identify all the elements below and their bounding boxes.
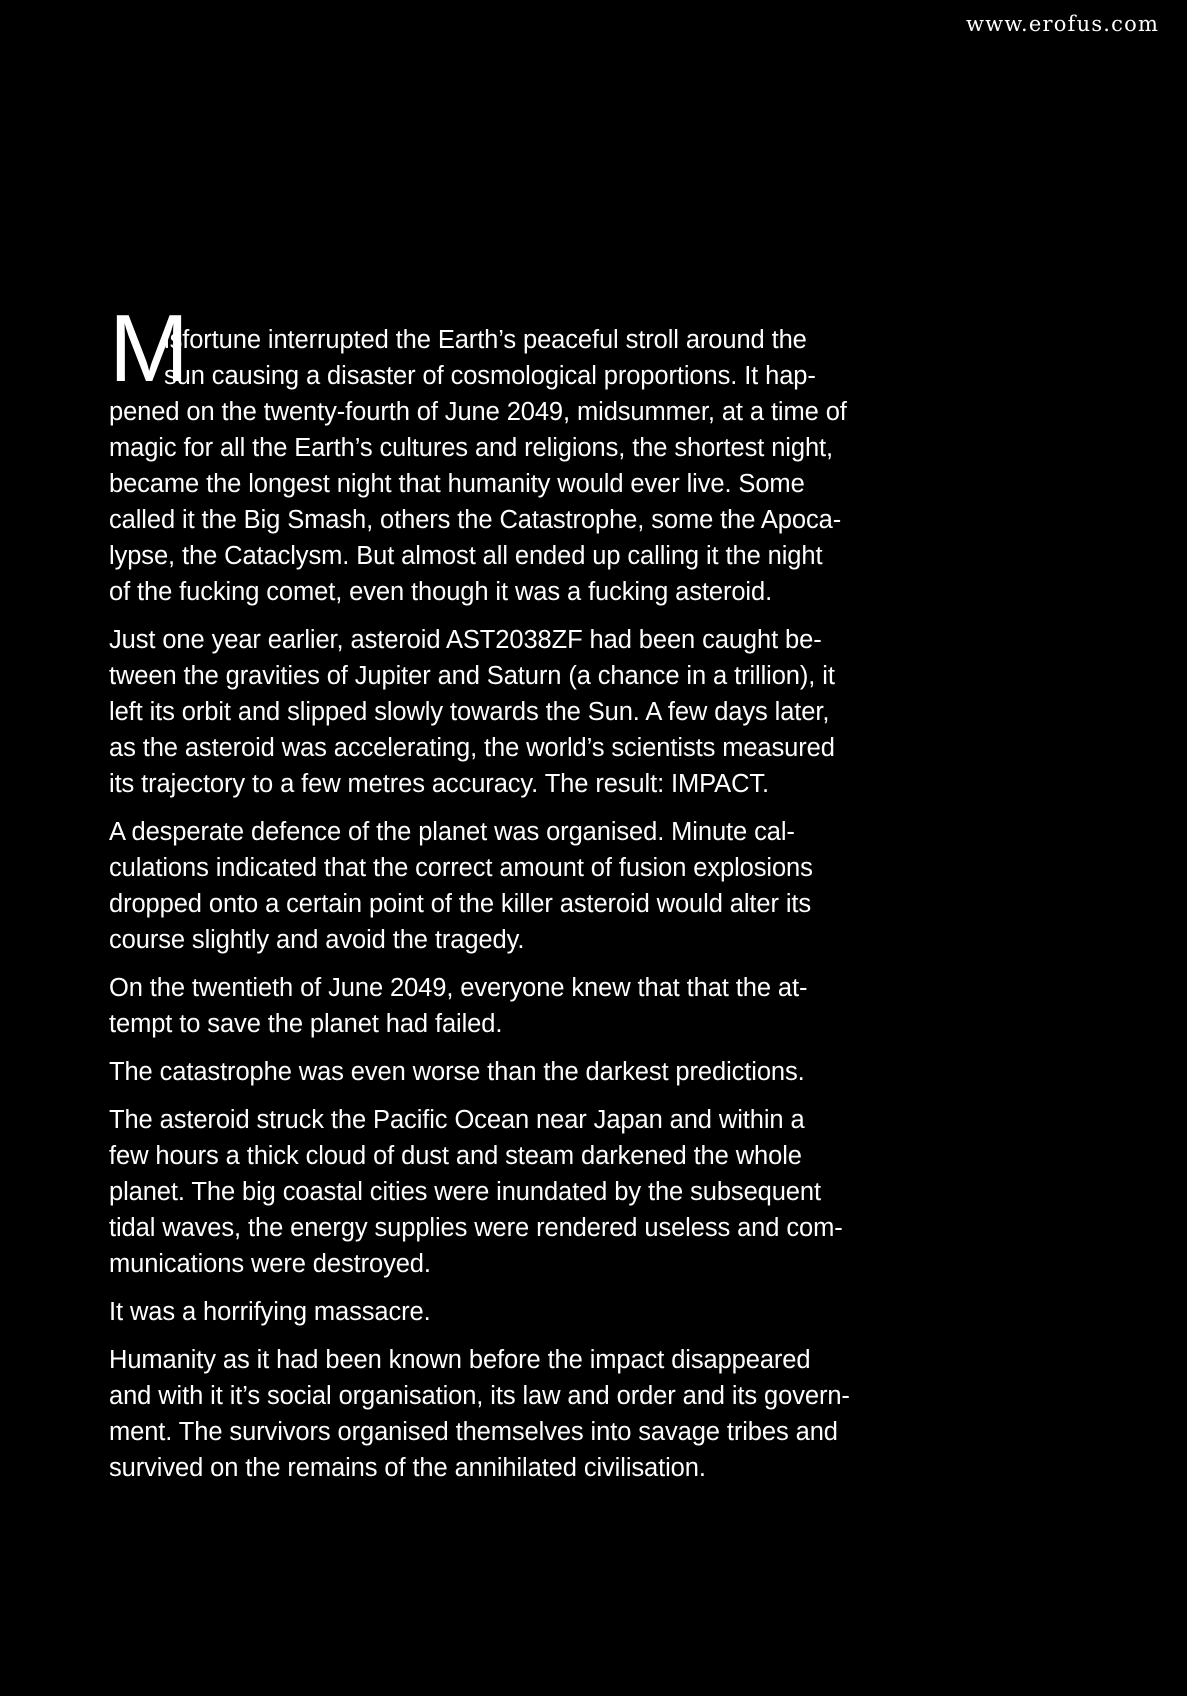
paragraph-line: of the fucking comet, even though it was a fucking asteroid. [109, 578, 773, 606]
paragraph-line: few hours a thick cloud of dust and steam darkened the whole [109, 1142, 802, 1170]
paragraph-line: as the asteroid was accelerating, the world’s scientists measured [109, 734, 835, 762]
paragraph-line: sun causing a disaster of cosmological proportions. It hap- [164, 362, 816, 390]
paragraph-2 [109, 622, 939, 802]
paragraph-line: became the longest night that humanity would ever live. Some [109, 470, 805, 498]
paragraph-8 [109, 1342, 939, 1486]
paragraph-line: magic for all the Earth’s cultures and religions, the shortest night, [109, 434, 834, 462]
paragraph-line: ment. The survivors organised themselves into savage tribes and [109, 1418, 838, 1446]
drop-cap: M [109, 295, 189, 402]
page-edge-strip [1187, 0, 1200, 1696]
paragraph-line: and with it it’s social organisation, its law and order and its govern- [109, 1382, 850, 1410]
paragraph-line: pened on the twenty-fourth of June 2049, midsummer, at a time of [109, 398, 847, 426]
paragraph-line: It was a horrifying massacre. [109, 1298, 431, 1326]
paragraph-line: dropped onto a certain point of the killer asteroid would alter its [109, 890, 812, 918]
paragraph-line: left its orbit and slipped slowly towards the Sun. A few days later, [109, 698, 830, 726]
paragraph-line-drop [109, 358, 939, 394]
paragraph-line: A desperate defence of the planet was organised. Minute cal- [109, 818, 795, 846]
paragraph-line: tempt to save the planet had failed. [109, 1010, 503, 1038]
paragraph-6 [109, 1102, 939, 1282]
paragraph-line: survived on the remains of the annihilated civilisation. [109, 1454, 706, 1482]
paragraph-line: On the twentieth of June 2049, everyone knew that that the at- [109, 974, 808, 1002]
paragraph-line: The asteroid struck the Pacific Ocean near Japan and within a [109, 1106, 805, 1134]
paragraph-line: Humanity as it had been known before the impact disappeared [109, 1346, 811, 1374]
paragraph-3 [109, 814, 939, 958]
paragraph-line: isfortune interrupted the Earth’s peaceful stroll around the [164, 326, 807, 354]
watermark-text: www.erofus.com [966, 12, 1160, 36]
paragraph-7 [109, 1294, 939, 1330]
paragraph-line: culations indicated that the correct amount of fusion explosions [109, 854, 813, 882]
paragraph-line: Just one year earlier, asteroid AST2038ZF had been caught be- [109, 626, 822, 654]
paragraph-line: its trajectory to a few metres accuracy. The result: IMPACT. [109, 770, 770, 798]
paragraph-line: lypse, the Cataclysm. But almost all ended up calling it the night [109, 542, 823, 570]
paragraph-line: called it the Big Smash, others the Catastrophe, some the Apoca- [109, 506, 842, 534]
paragraph-line: course slightly and avoid the tragedy. [109, 926, 525, 954]
paragraph-line: planet. The big coastal cities were inundated by the subsequent [109, 1178, 821, 1206]
paragraph-line: munications were destroyed. [109, 1250, 431, 1278]
paragraph-line: tween the gravities of Jupiter and Saturn (a chance in a trillion), it [109, 662, 835, 690]
paragraph-line: tidal waves, the energy supplies were rendered useless and com- [109, 1214, 843, 1242]
paragraph-4 [109, 970, 939, 1042]
story-text-block [109, 295, 939, 1498]
paragraph-line: The catastrophe was even worse than the darkest predictions. [109, 1058, 805, 1086]
paragraph-5 [109, 1054, 939, 1090]
paragraph-1 [109, 295, 939, 610]
